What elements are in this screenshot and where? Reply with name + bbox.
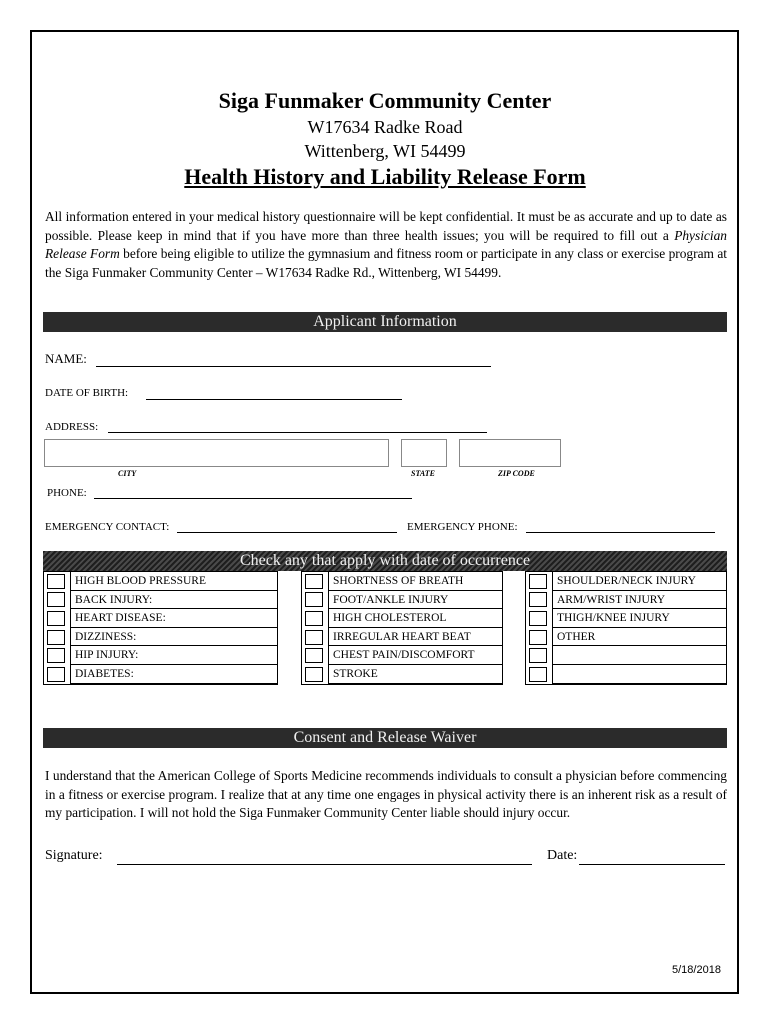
condition-row <box>302 572 502 591</box>
condition-label: OTHER <box>552 628 726 647</box>
condition-row <box>302 665 502 684</box>
condition-row <box>302 646 502 665</box>
zip-label: ZIP CODE <box>498 469 535 478</box>
condition-checkbox[interactable] <box>47 648 65 663</box>
condition-row <box>44 591 277 610</box>
phone-label: PHONE: <box>47 487 87 499</box>
dob-label: DATE OF BIRTH: <box>45 387 129 399</box>
condition-checkbox[interactable] <box>305 592 323 607</box>
address-line-2: Wittenberg, WI 54499 <box>304 141 466 161</box>
condition-checkbox[interactable] <box>529 592 547 607</box>
state-field[interactable] <box>401 439 447 467</box>
date-field[interactable] <box>579 864 725 865</box>
city-label: CITY <box>118 469 137 478</box>
condition-checkbox[interactable] <box>529 667 547 682</box>
condition-label: HIGH CHOLESTEROL <box>328 609 502 628</box>
emergency-phone-field[interactable] <box>526 532 715 533</box>
condition-row <box>526 628 726 647</box>
condition-checkbox[interactable] <box>305 667 323 682</box>
condition-label: IRREGULAR HEART BEAT <box>328 628 502 647</box>
city-field[interactable] <box>44 439 389 467</box>
condition-label: ARM/WRIST INJURY <box>552 591 726 610</box>
condition-label: SHORTNESS OF BREATH <box>328 572 502 591</box>
dob-field[interactable] <box>146 399 402 400</box>
condition-label: HIGH BLOOD PRESSURE <box>70 572 277 591</box>
consent-section-header: Consent and Release Waiver <box>43 728 727 748</box>
condition-row <box>44 646 277 665</box>
emergency-contact-label: EMERGENCY CONTACT: <box>45 521 170 533</box>
condition-row <box>44 572 277 591</box>
condition-row <box>302 609 502 628</box>
condition-label <box>552 665 726 684</box>
condition-checkbox[interactable] <box>47 611 65 626</box>
phone-field[interactable] <box>94 498 412 499</box>
revision-date: 5/18/2018 <box>672 964 721 976</box>
conditions-column-3 <box>525 571 727 685</box>
condition-row <box>44 665 277 684</box>
condition-row <box>526 646 726 665</box>
intro-text-before: All information entered in your medical history questionnaire will be kept confidential. It must be as accurate and up to date as possible. Please keep in mind that if you have more than three health issues; you will be required to fill out a <box>45 209 727 243</box>
intro-emphasis: Physician Release Form <box>45 227 727 261</box>
condition-label: HIP INJURY: <box>70 646 277 665</box>
condition-checkbox[interactable] <box>529 648 547 663</box>
applicant-section-header: Applicant Information <box>43 312 727 332</box>
condition-label: DIABETES: <box>70 665 277 684</box>
condition-label: BACK INJURY: <box>70 591 277 610</box>
condition-row <box>44 628 277 647</box>
form-title: Health History and Liability Release Form <box>184 164 586 189</box>
condition-label: SHOULDER/NECK INJURY <box>552 572 726 591</box>
condition-label: DIZZINESS: <box>70 628 277 647</box>
condition-checkbox[interactable] <box>47 667 65 682</box>
condition-checkbox[interactable] <box>305 648 323 663</box>
condition-checkbox[interactable] <box>47 630 65 645</box>
condition-label: CHEST PAIN/DISCOMFORT <box>328 646 502 665</box>
condition-row <box>302 628 502 647</box>
condition-row <box>526 609 726 628</box>
conditions-column-1 <box>43 571 278 685</box>
zip-field[interactable] <box>459 439 561 467</box>
conditions-column-2 <box>301 571 503 685</box>
signature-label: Signature: <box>45 848 103 863</box>
condition-checkbox[interactable] <box>529 630 547 645</box>
signature-field[interactable] <box>117 864 532 865</box>
address-field[interactable] <box>108 432 487 433</box>
condition-row <box>302 591 502 610</box>
condition-checkbox[interactable] <box>305 574 323 589</box>
emergency-contact-field[interactable] <box>177 532 397 533</box>
condition-label <box>552 646 726 665</box>
condition-label: FOOT/ANKLE INJURY <box>328 591 502 610</box>
condition-label: HEART DISEASE: <box>70 609 277 628</box>
state-label: STATE <box>411 469 436 478</box>
condition-label: THIGH/KNEE INJURY <box>552 609 726 628</box>
name-label: NAME: <box>45 351 87 366</box>
condition-checkbox[interactable] <box>47 574 65 589</box>
condition-row <box>526 572 726 591</box>
condition-checkbox[interactable] <box>529 611 547 626</box>
date-label: Date: <box>547 848 578 863</box>
condition-row <box>526 665 726 684</box>
consent-paragraph: I understand that the American College of Sports Medicine recommends individuals to consult a physician before commencing in a fitness or exercise program. I realize that at any time one engages in physical activity there is an inherent risk as a result of my participation. I will not hold the Siga Funmaker Community Center liable should injury occur. <box>45 768 727 820</box>
condition-checkbox[interactable] <box>529 574 547 589</box>
condition-label: STROKE <box>328 665 502 684</box>
condition-checkbox[interactable] <box>305 630 323 645</box>
emergency-phone-label: EMERGENCY PHONE: <box>407 521 518 533</box>
conditions-section-header: Check any that apply with date of occurrence <box>43 551 727 571</box>
address-line-1: W17634 Radke Road <box>307 117 463 137</box>
address-label: ADDRESS: <box>45 421 99 433</box>
condition-checkbox[interactable] <box>305 611 323 626</box>
organization-name: Siga Funmaker Community Center <box>218 88 552 113</box>
intro-text-after: before being eligible to utilize the gymnasium and fitness room or participate in any class or exercise program at the Siga Funmaker Community Center – W17634 Radke Rd., Wittenberg, WI 54499. <box>45 246 727 280</box>
condition-row <box>526 591 726 610</box>
intro-paragraph <box>45 208 727 282</box>
condition-row <box>44 609 277 628</box>
condition-checkbox[interactable] <box>47 592 65 607</box>
name-field[interactable] <box>96 366 491 367</box>
